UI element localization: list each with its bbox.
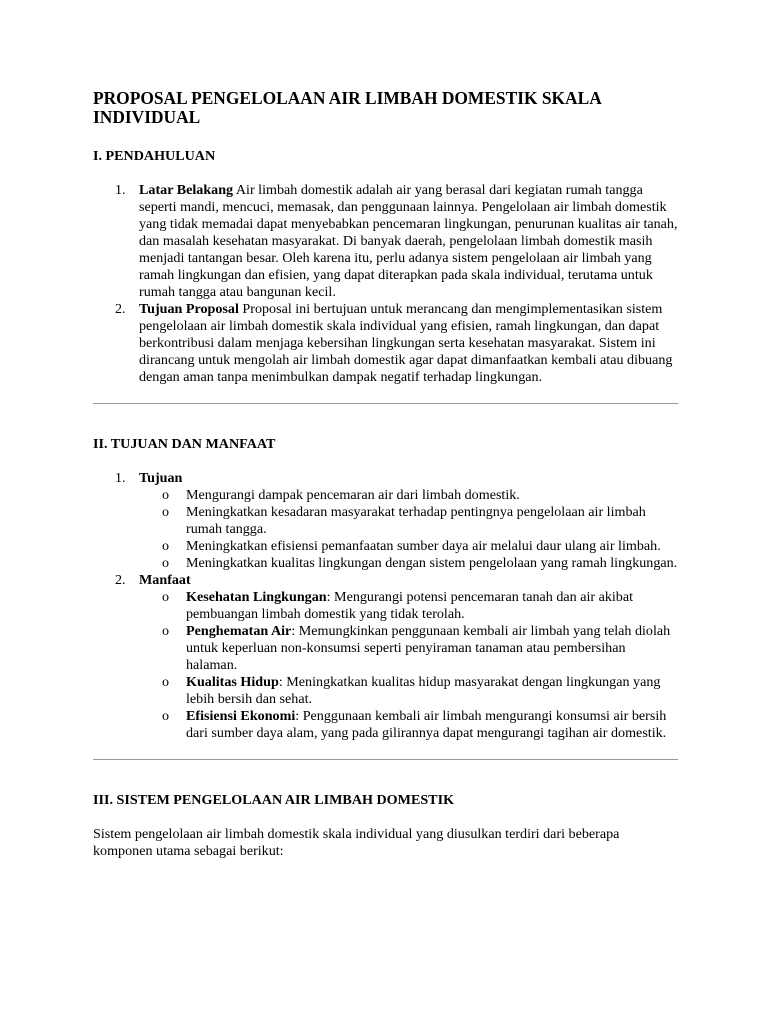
document-body: [93, 89, 678, 860]
bullet-term: Kualitas Hidup: [186, 674, 279, 690]
bullet-text: Mengurangi dampak pencemaran air dari limbah domestik.: [186, 487, 520, 503]
numbered-list: [93, 182, 678, 386]
list-number: 1.: [115, 182, 126, 198]
horizontal-divider: [93, 759, 678, 760]
item-text: Proposal ini bertujuan untuk merancang dan mengimplementasikan sistem pengelolaan air limbah domestik skala individual yang efisien, ramah lingkungan, dan dapat berkontribusi dalam menjaga kebersihan lingkungan serta kesehatan masyarakat. Sistem ini dirancang untuk mengolah air limbah domestik agar dapat dimanfaatkan kembali atau dibuang dengan aman tanpa menimbulkan dampak negatif terhadap lingkungan.: [139, 301, 673, 385]
item-title: Latar Belakang: [139, 182, 234, 198]
bullet-item: [139, 487, 678, 504]
section-heading-1: I. PENDAHULUAN: [93, 148, 216, 164]
bullet-text: Meningkatkan kualitas lingkungan dengan sistem pengelolaan yang ramah lingkungan.: [186, 555, 678, 571]
list-number: 2.: [115, 301, 126, 317]
bullet-marker: o: [162, 708, 170, 724]
horizontal-divider: [93, 403, 678, 404]
list-number: 1.: [115, 470, 126, 486]
bullet-marker: o: [162, 589, 170, 605]
bullet-term: Efisiensi Ekonomi: [186, 708, 296, 724]
bullet-item: [139, 555, 678, 572]
bullet-item: [139, 674, 678, 708]
list-item: [93, 301, 678, 386]
bullet-marker: o: [162, 487, 170, 503]
bullet-text: : Memungkinkan penggunaan kembali air limbah yang telah diolah untuk keperluan non-konsumsi seperti penyiraman tanaman atau pembersihan halaman.: [186, 623, 671, 673]
list-item: [93, 572, 678, 742]
document-title: PROPOSAL PENGELOLAAN AIR LIMBAH DOMESTIK SKALA INDIVIDUAL: [93, 88, 601, 127]
bullet-marker: o: [162, 504, 170, 520]
bullet-item: [139, 504, 678, 538]
bullet-text: : Penggunaan kembali air limbah mengurangi konsumsi air bersih dari sumber daya alam, yang pada gilirannya dapat mengurangi tagihan air domestik.: [186, 708, 667, 741]
bullet-item: [139, 708, 678, 742]
bullet-text: Meningkatkan efisiensi pemanfaatan sumber daya air melalui daur ulang air limbah.: [186, 538, 661, 554]
paragraph: Sistem pengelolaan air limbah domestik skala individual yang diusulkan terdiri dari beberapa komponen utama sebagai berikut:: [93, 826, 620, 859]
bullet-text: : Meningkatkan kualitas hidup masyarakat dengan lingkungan yang lebih bersih dan sehat.: [186, 674, 661, 707]
item-text: Air limbah domestik adalah air yang berasal dari kegiatan rumah tangga seperti mandi, mencuci, memasak, dan penggunaan lainnya. Pengelolaan air limbah domestik yang tidak memadai dapat menyebabkan pencemaran lingkungan, penurunan kualitas air tanah, dan masalah kesehatan masyarakat. Di banyak daerah, pengelolaan limbah domestik masih menjadi tantangan besar. Oleh karena itu, perlu adanya sistem pengelolaan air limbah yang ramah lingkungan dan efisien, yang dapat diterapkan pada skala individual, terutama untuk rumah tangga atau bangunan kecil.: [139, 182, 678, 300]
section-heading-3: III. SISTEM PENGELOLAAN AIR LIMBAH DOMESTIK: [93, 792, 455, 808]
bullet-item: [139, 538, 678, 555]
bullet-marker: o: [162, 623, 170, 639]
list-item: [93, 470, 678, 572]
bullet-list: [139, 589, 678, 742]
bullet-marker: o: [162, 674, 170, 690]
bullet-term: Kesehatan Lingkungan: [186, 589, 327, 605]
numbered-list: [93, 470, 678, 742]
bullet-item: [139, 589, 678, 623]
list-number: 2.: [115, 572, 126, 588]
bullet-item: [139, 623, 678, 674]
item-title: Tujuan Proposal: [139, 301, 239, 317]
section-heading-2: II. TUJUAN DAN MANFAAT: [93, 436, 276, 452]
bullet-text: : Mengurangi potensi pencemaran tanah dan air akibat pembuangan limbah domestik yang tidak terolah.: [186, 589, 634, 622]
bullet-marker: o: [162, 555, 170, 571]
bullet-term: Penghematan Air: [186, 623, 292, 639]
bullet-list: [139, 487, 678, 572]
list-item: [93, 182, 678, 301]
bullet-text: Meningkatkan kesadaran masyarakat terhadap pentingnya pengelolaan air limbah rumah tangga.: [186, 504, 646, 537]
group-title: Tujuan: [139, 470, 183, 486]
bullet-marker: o: [162, 538, 170, 554]
group-title: Manfaat: [139, 572, 191, 588]
